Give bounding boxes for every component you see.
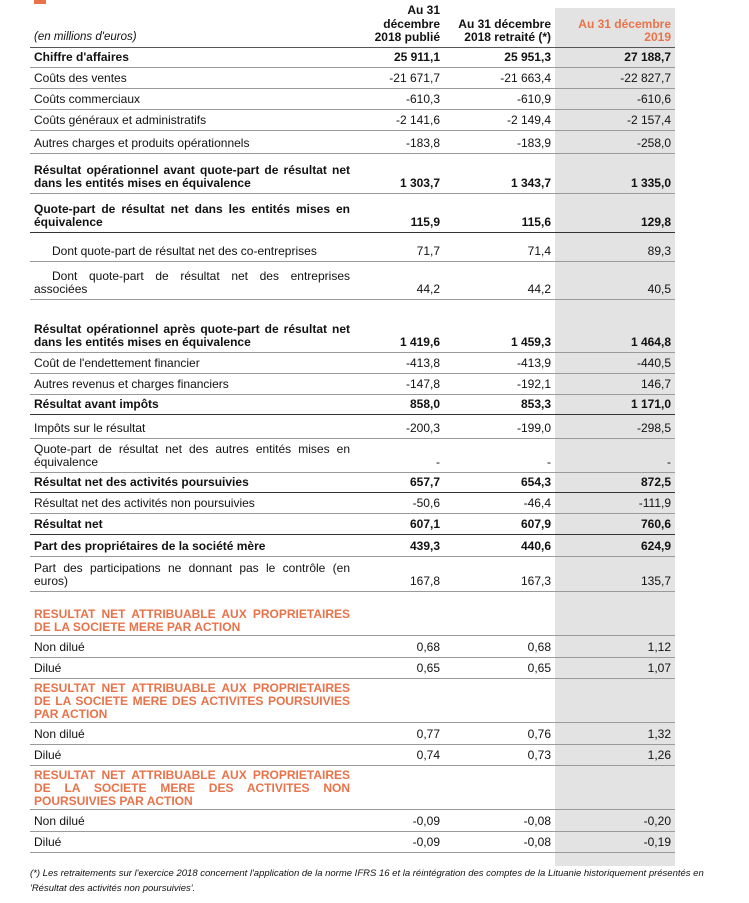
table-row	[30, 109, 675, 130]
value-2018-retraite: 654,3	[444, 472, 555, 492]
table-row	[30, 492, 675, 513]
row-label: Coût de l'endettement financier	[30, 352, 354, 373]
row-label: Chiffre d'affaires	[30, 47, 354, 67]
table-row	[30, 232, 675, 261]
table-row	[30, 657, 675, 678]
value-2019: 624,9	[555, 534, 675, 556]
value-2018-publie: -0,09	[354, 809, 444, 831]
value-2018-retraite: 1 459,3	[444, 299, 555, 352]
table-row	[30, 635, 675, 657]
value-2018-retraite: -192,1	[444, 373, 555, 394]
row-label: Non dilué	[30, 635, 354, 657]
row-label: Coûts commerciaux	[30, 88, 354, 109]
table-row	[30, 556, 675, 591]
value-2019: -22 827,7	[555, 67, 675, 88]
value-2018-retraite: 25 951,3	[444, 47, 555, 67]
value-2019: 40,5	[555, 261, 675, 299]
table-row	[30, 534, 675, 556]
table-row	[30, 472, 675, 492]
value-2019: -0,19	[555, 831, 675, 852]
row-label: Résultat net des activités non poursuivies	[30, 492, 354, 513]
table-row	[30, 438, 675, 472]
row-label: Part des participations ne donnant pas le contrôle (en euros)	[30, 556, 354, 591]
value-2019: -440,5	[555, 352, 675, 373]
table-row	[30, 299, 675, 352]
value-2018-retraite: -413,9	[444, 352, 555, 373]
section-heading: RESULTAT NET ATTRIBUABLE AUX PROPRIETAIRES DE LA SOCIETE MERE PAR ACTION	[30, 591, 354, 635]
value-2018-publie: 71,7	[354, 232, 444, 261]
table-row	[30, 744, 675, 765]
row-label: Résultat net	[30, 513, 354, 534]
value-2019: 760,6	[555, 513, 675, 534]
value-2018-retraite: 0,73	[444, 744, 555, 765]
row-label: Résultat avant impôts	[30, 394, 354, 414]
value-2019: 146,7	[555, 373, 675, 394]
value-2018-publie: 607,1	[354, 513, 444, 534]
table-row	[30, 831, 675, 852]
value-2018-publie: 25 911,1	[354, 47, 444, 67]
value-2019: 135,7	[555, 556, 675, 591]
value-2019: 1 335,0	[555, 153, 675, 193]
value-2019: 1 171,0	[555, 394, 675, 414]
value-2018-retraite: -610,9	[444, 88, 555, 109]
value-2018-retraite: 853,3	[444, 394, 555, 414]
value-2019: 1,07	[555, 657, 675, 678]
value-2018-retraite: 115,6	[444, 193, 555, 232]
col-header-2018-publie: Au 31 décembre 2018 publié	[354, 4, 444, 47]
value-2018-retraite: -2 149,4	[444, 109, 555, 130]
table-row	[30, 67, 675, 88]
row-label: Impôts sur le résultat	[30, 414, 354, 438]
table-row	[30, 153, 675, 193]
row-label: Résultat opérationnel après quote-part de résultat net dans les entités mises en équivalence	[30, 299, 354, 352]
col-header-2019: Au 31 décembre 2019	[555, 4, 675, 47]
value-2018-retraite: 607,9	[444, 513, 555, 534]
value-2018-publie: -50,6	[354, 492, 444, 513]
section-heading: RESULTAT NET ATTRIBUABLE AUX PROPRIETAIRES DE LA SOCIETE MERE DES ACTIVITES NON POURSUIVIES PAR ACTION	[30, 765, 354, 809]
table-row	[30, 722, 675, 744]
income-statement-table	[30, 4, 675, 853]
value-2018-publie: 858,0	[354, 394, 444, 414]
row-label: Résultat net des activités poursuivies	[30, 472, 354, 492]
value-2018-retraite: 0,76	[444, 722, 555, 744]
table-row	[30, 261, 675, 299]
row-label: Coûts généraux et administratifs	[30, 109, 354, 130]
value-2018-retraite: -21 663,4	[444, 67, 555, 88]
table-row	[30, 193, 675, 232]
section-heading: RESULTAT NET ATTRIBUABLE AUX PROPRIETAIRES DE LA SOCIETE MERE DES ACTIVITES POURSUIVIES PAR ACTION	[30, 678, 354, 722]
section-heading-row	[30, 678, 675, 722]
row-label: Dilué	[30, 744, 354, 765]
value-2018-publie: -200,3	[354, 414, 444, 438]
value-2018-publie: 167,8	[354, 556, 444, 591]
value-2019: 872,5	[555, 472, 675, 492]
row-label: Non dilué	[30, 722, 354, 744]
row-label: Quote-part de résultat net dans les entités mises en équivalence	[30, 193, 354, 232]
value-2018-retraite: -0,08	[444, 809, 555, 831]
value-2019: 1,12	[555, 635, 675, 657]
value-2019: -0,20	[555, 809, 675, 831]
section-heading-row	[30, 591, 675, 635]
value-2019: -	[555, 438, 675, 472]
value-2018-publie: -147,8	[354, 373, 444, 394]
row-label: Dont quote-part de résultat net des co-entreprises	[30, 232, 354, 261]
value-2018-publie: 657,7	[354, 472, 444, 492]
value-2018-publie: -	[354, 438, 444, 472]
value-2018-publie: 0,65	[354, 657, 444, 678]
value-2018-publie: -610,3	[354, 88, 444, 109]
row-label: Résultat opérationnel avant quote-part de résultat net dans les entités mises en équivalence	[30, 153, 354, 193]
value-2019: -298,5	[555, 414, 675, 438]
value-2018-publie: 44,2	[354, 261, 444, 299]
table-row	[30, 352, 675, 373]
value-2018-retraite: 440,6	[444, 534, 555, 556]
row-label: Dont quote-part de résultat net des entreprises associées	[30, 261, 354, 299]
table-row	[30, 394, 675, 414]
value-2018-publie: 0,77	[354, 722, 444, 744]
value-2018-retraite: -199,0	[444, 414, 555, 438]
row-label: Part des propriétaires de la société mère	[30, 534, 354, 556]
row-label: Autres revenus et charges financiers	[30, 373, 354, 394]
row-label: Autres charges et produits opérationnels	[30, 130, 354, 153]
value-2019: -2 157,4	[555, 109, 675, 130]
table-row	[30, 414, 675, 438]
value-2018-publie: -183,8	[354, 130, 444, 153]
value-2019: -111,9	[555, 492, 675, 513]
value-2018-publie: 439,3	[354, 534, 444, 556]
value-2019: 27 188,7	[555, 47, 675, 67]
value-2018-retraite: -0,08	[444, 831, 555, 852]
value-2019: 89,3	[555, 232, 675, 261]
row-label: Coûts des ventes	[30, 67, 354, 88]
table-row	[30, 130, 675, 153]
col-header-2018-retraite: Au 31 décembre 2018 retraité (*)	[444, 4, 555, 47]
value-2018-retraite: -46,4	[444, 492, 555, 513]
value-2018-retraite: 1 343,7	[444, 153, 555, 193]
row-label: Dilué	[30, 831, 354, 852]
table-row	[30, 809, 675, 831]
value-2018-publie: 115,9	[354, 193, 444, 232]
header-row	[30, 4, 675, 47]
row-label: Non dilué	[30, 809, 354, 831]
row-label: Dilué	[30, 657, 354, 678]
value-2018-retraite: 44,2	[444, 261, 555, 299]
value-2019: -258,0	[555, 130, 675, 153]
value-2018-retraite: 71,4	[444, 232, 555, 261]
value-2018-publie: -21 671,7	[354, 67, 444, 88]
table-row	[30, 88, 675, 109]
value-2018-retraite: -183,9	[444, 130, 555, 153]
table-row	[30, 373, 675, 394]
value-2018-publie: -413,8	[354, 352, 444, 373]
unit-label: (en millions d'euros)	[30, 4, 354, 47]
value-2018-publie: 0,74	[354, 744, 444, 765]
value-2018-publie: -0,09	[354, 831, 444, 852]
value-2019: 1 464,8	[555, 299, 675, 352]
value-2018-retraite: -	[444, 438, 555, 472]
value-2018-publie: 1 419,6	[354, 299, 444, 352]
value-2018-publie: -2 141,6	[354, 109, 444, 130]
value-2019: 1,26	[555, 744, 675, 765]
value-2018-publie: 0,68	[354, 635, 444, 657]
footnote: (*) Les retraitements sur l'exercice 2018 concernent l'application de la norme IFRS 16 et la réintégration des comptes de la Lituanie historiquement présentés en 'Résultat des activités non poursuivies'.	[30, 868, 704, 894]
value-2018-retraite: 0,68	[444, 635, 555, 657]
value-2019: 1,32	[555, 722, 675, 744]
table-row	[30, 513, 675, 534]
value-2019: -610,6	[555, 88, 675, 109]
value-2018-retraite: 0,65	[444, 657, 555, 678]
row-label: Quote-part de résultat net des autres entités mises en équivalence	[30, 438, 354, 472]
value-2018-retraite: 167,3	[444, 556, 555, 591]
value-2018-publie: 1 303,7	[354, 153, 444, 193]
table-row	[30, 47, 675, 67]
section-heading-row	[30, 765, 675, 809]
value-2019: 129,8	[555, 193, 675, 232]
